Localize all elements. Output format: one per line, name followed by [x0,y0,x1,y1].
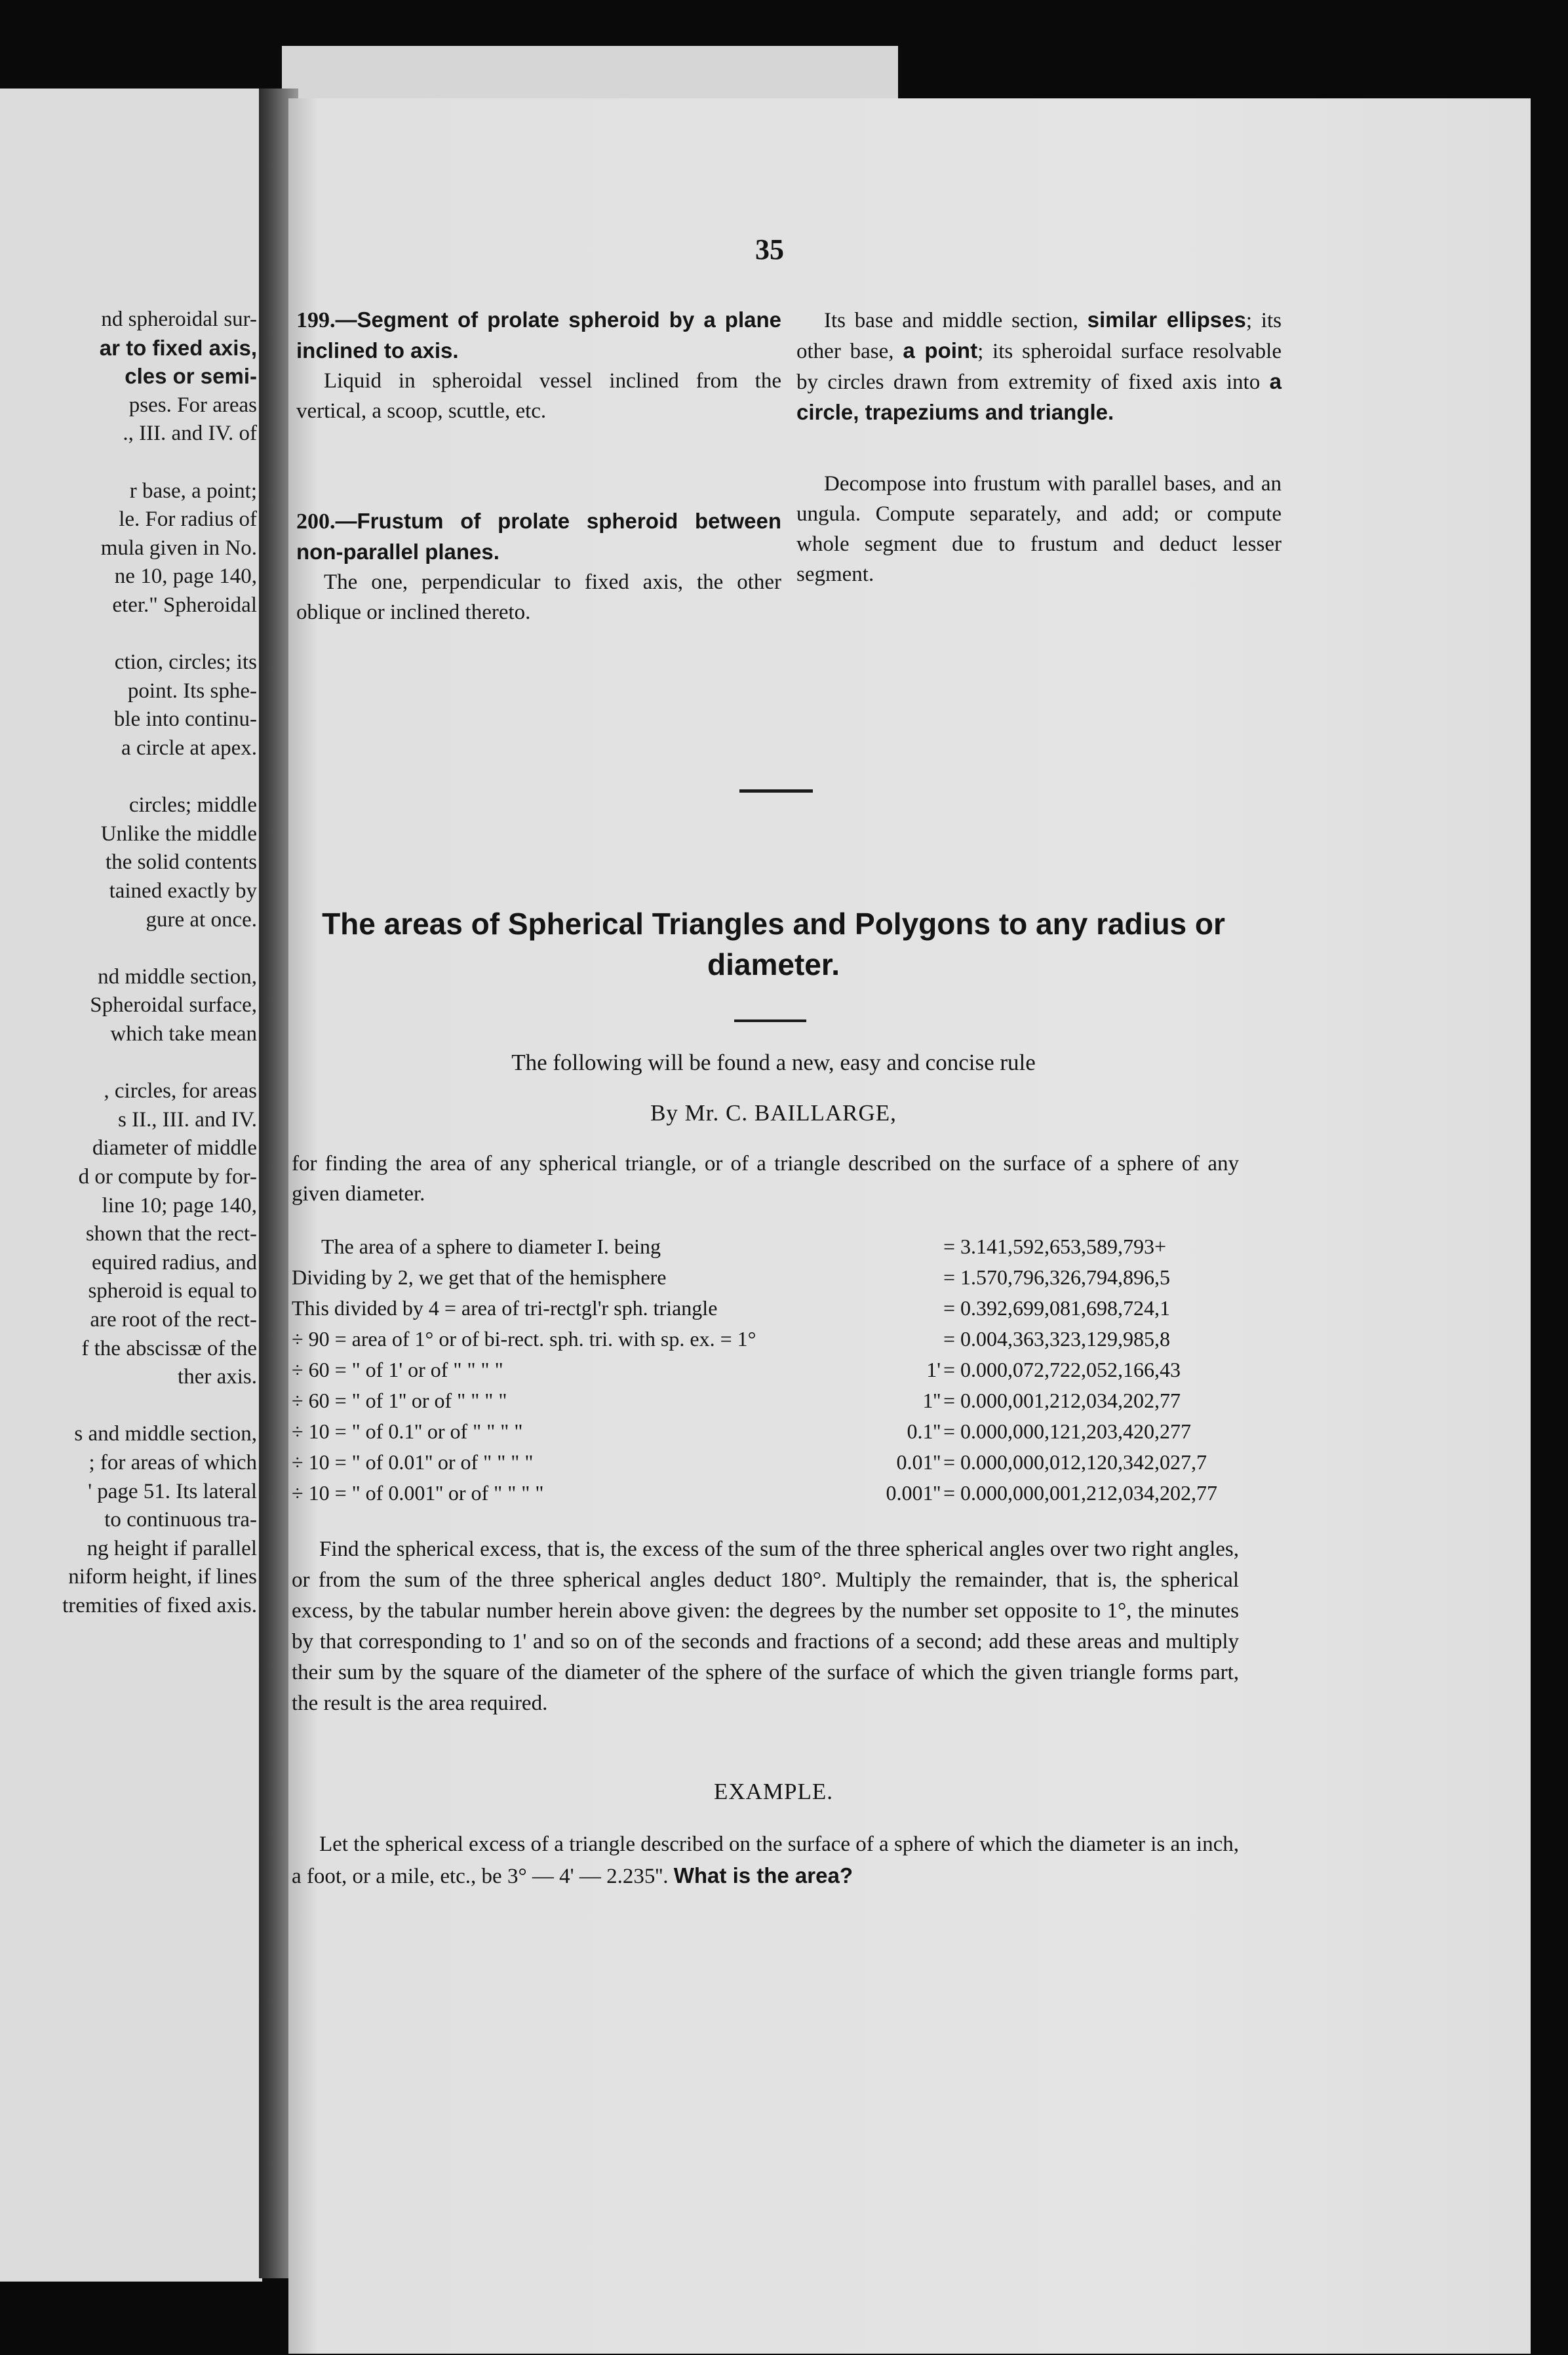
left-page-line: cles or semi- [125,364,257,389]
left-page-line: niform height, if lines [68,1565,257,1589]
table-row-unit: 0.001'' [886,1481,941,1505]
table-row-label: Dividing by 2, we get that of the hemisphere [292,1265,667,1289]
left-page-line: f the abscissæ of the [81,1336,257,1360]
table-row-label: ÷ 10 = " of 0.01'' or of " " " " [292,1450,534,1474]
left-page-line: ther axis. [178,1365,257,1389]
left-page-line: ne 10, page 140, [114,564,257,589]
table-row [292,1355,1262,1385]
table-row-unit: 0.01'' [896,1450,941,1474]
intro-text: for finding the area of any spherical triangle, or of a triangle described on the surface of a sphere of any given diameter. [292,1152,1239,1206]
left-page-line: spheroid is equal to [88,1279,257,1303]
p1-text-a: Its base and middle section, [824,309,1078,332]
table-row-label: ÷ 60 = " of 1' or of " " " " [292,1358,503,1381]
left-page-line: nd spheroidal sur- [101,307,257,331]
table-row-value: = 0.004,363,323,129,985,8 [943,1327,1171,1351]
left-page-line: s and middle section, [74,1422,257,1446]
section-divider-rule [739,789,813,793]
example-heading: EXAMPLE. [713,1779,834,1804]
table-row [292,1262,1262,1293]
table-row-value: = 1.570,796,326,794,896,5 [943,1265,1171,1289]
left-page-line: which take mean [110,1022,257,1046]
section-200-title: —Frustum of prolate spheroid between non-parallel planes. [296,509,781,564]
left-page-line: Unlike the middle [100,821,257,846]
left-page-line: mula given in No. [100,536,257,560]
left-page-line: are root of the rect- [90,1308,257,1332]
section-200-body: The one, perpendicular to fixed axis, the other oblique or inclined thereto. [296,570,781,624]
table-row [292,1416,1262,1447]
left-page-line: d or compute by for- [78,1165,257,1189]
table-row-unit [855,1262,943,1293]
table-row-label: The area of a sphere to diameter I. being [321,1235,661,1258]
left-page-line: to continuous tra- [104,1508,257,1532]
table-row-unit: 1' [926,1358,941,1381]
title-underline-rule [734,1019,806,1022]
example-statement: Let the spherical excess of a triangle described on the surface of a sphere of which the diameter is an inch, a foot, or a mile, etc., be 3° — 4' — 2.235''. [292,1832,1239,1888]
left-page-line: line 10; page 140, [102,1193,257,1217]
left-page-line: ble into continu- [113,707,257,732]
table-row-unit [855,1324,943,1355]
right-col-paragraph-1 [796,305,1282,428]
rule-paragraph: Find the spherical excess, that is, the excess of the sum of the three spherical angles over two right angles, or from the sum of the three spherical angles deduct 180°. Multiply the remainder, that is, the spherical excess, by the tabular number herein above given: the degrees by the number set opposite to 1°, the minutes by that corresponding to 1' and so on of the seconds and fractions of a second; add these areas and multiply their sum by the square of the diameter of the sphere of the surface of which the given triangle forms part, the result is the area required. [292,1537,1239,1715]
example-question: What is the area? [673,1863,853,1888]
right-col-paragraph-2: Decompose into frustum with parallel bases, and an ungula. Compute separately, and add; or compute whole segment due to frustum and deduct lesser segment. [796,472,1282,586]
table-row [292,1385,1262,1416]
left-page-line: Spheroidal surface, [90,993,257,1018]
left-page-line: eter." Spheroidal [112,593,257,617]
section-200-heading [296,506,781,567]
left-page-line: gure at once. [146,907,257,932]
column-left [296,305,781,627]
left-page-line: equired radius, and [92,1250,257,1275]
table-row [292,1478,1262,1509]
table-row-value: = 0.392,699,081,698,724,1 [943,1296,1171,1320]
left-page-line: ; for areas of which [88,1451,257,1474]
table-row-label: ÷ 60 = " of 1'' or of " " " " [292,1389,507,1412]
page-number: 35 [755,233,784,266]
left-page-fragment [0,89,262,2282]
p1-bold-circle: a circle, trapeziums and triangle. [796,369,1282,424]
table-row-unit: 1'' [922,1389,941,1412]
left-page-line: tained exactly by [109,879,257,903]
table-row-label: ÷ 90 = area of 1° or of bi-rect. sph. tri. with sp. ex. = 1° [292,1327,756,1351]
table-row-unit [855,1293,943,1324]
left-page-line: shown that the rect- [85,1222,257,1246]
table-row [292,1324,1262,1355]
left-page-line: ction, circles; its [114,650,257,675]
p1-bold-point: a point [903,338,978,363]
left-page-line: nd middle section, [98,964,257,989]
section-199-title: —Segment of prolate spheroid by a plane inclined to axis. [296,307,781,363]
left-page-line: the solid contents [106,850,257,875]
table-row-unit [855,1231,943,1262]
left-page-line: a circle at apex. [121,736,257,760]
byline: By Mr. C. BAILLARGE, [650,1100,897,1126]
p1-bold-ellipses: similar ellipses [1087,307,1246,332]
left-page-line: s II., III. and IV. [117,1107,257,1132]
table-row-value: = 0.000,000,121,203,420,277 [943,1419,1192,1443]
left-page-line: tremities of fixed axis. [62,1594,257,1617]
p1-text-e: ; its spheroidal surface resolvable by circles drawn from extremity of fixed axis into [796,340,1282,394]
p1-text-c: ; its other base, [796,309,1282,363]
table-row [292,1293,1262,1324]
table-row-value: = 0.000,001,212,034,202,77 [943,1389,1181,1412]
column-right [796,305,1282,589]
left-page-line: r base, a point; [129,479,257,503]
table-row-value: = 3.141,592,653,589,793+ [943,1235,1167,1258]
left-page-line: diameter of middle [92,1136,257,1160]
left-page-line: ar to fixed axis, [99,335,257,360]
left-page-line: , circles, for areas [104,1079,257,1103]
subtitle: The following will be found a new, easy and concise rule [511,1050,1036,1075]
table-row-value: = 0.000,000,001,212,034,202,77 [943,1481,1218,1505]
main-title: The areas of Spherical Triangles and Polygons to any radius or diameter. [322,907,1225,981]
table-row-unit: 0.1'' [907,1419,941,1443]
left-page-line: ., III. and IV. of [123,422,257,446]
table-row-label: This divided by 4 = area of tri-rectgl'r sph. triangle [292,1296,718,1320]
example-paragraph [292,1829,1239,1892]
table-row-label: ÷ 10 = " of 0.001'' or of " " " " [292,1481,544,1505]
left-page-line: circles; middle [128,793,257,818]
left-page-line: ng height if parallel [87,1536,257,1560]
table-row-label: ÷ 10 = " of 0.1'' or of " " " " [292,1419,523,1443]
table-row-value: = 0.000,000,012,120,342,027,7 [943,1450,1207,1474]
section-199-body: Liquid in spheroidal vessel inclined from the vertical, a scoop, scuttle, etc. [296,369,781,423]
section-199-heading [296,305,781,366]
left-page-line: ' page 51. Its lateral [88,1479,257,1503]
table-row-value: = 0.000,072,722,052,166,43 [943,1358,1181,1381]
table-row [292,1447,1262,1478]
section-199-number: 199. [296,308,336,332]
area-table [292,1231,1262,1509]
table-row [292,1231,1262,1262]
left-page-line: point. Its sphe- [127,679,257,703]
left-page-line: le. For radius of [119,507,257,532]
section-200-number: 200. [296,509,336,534]
left-page-line: pses. For areas [128,393,257,417]
